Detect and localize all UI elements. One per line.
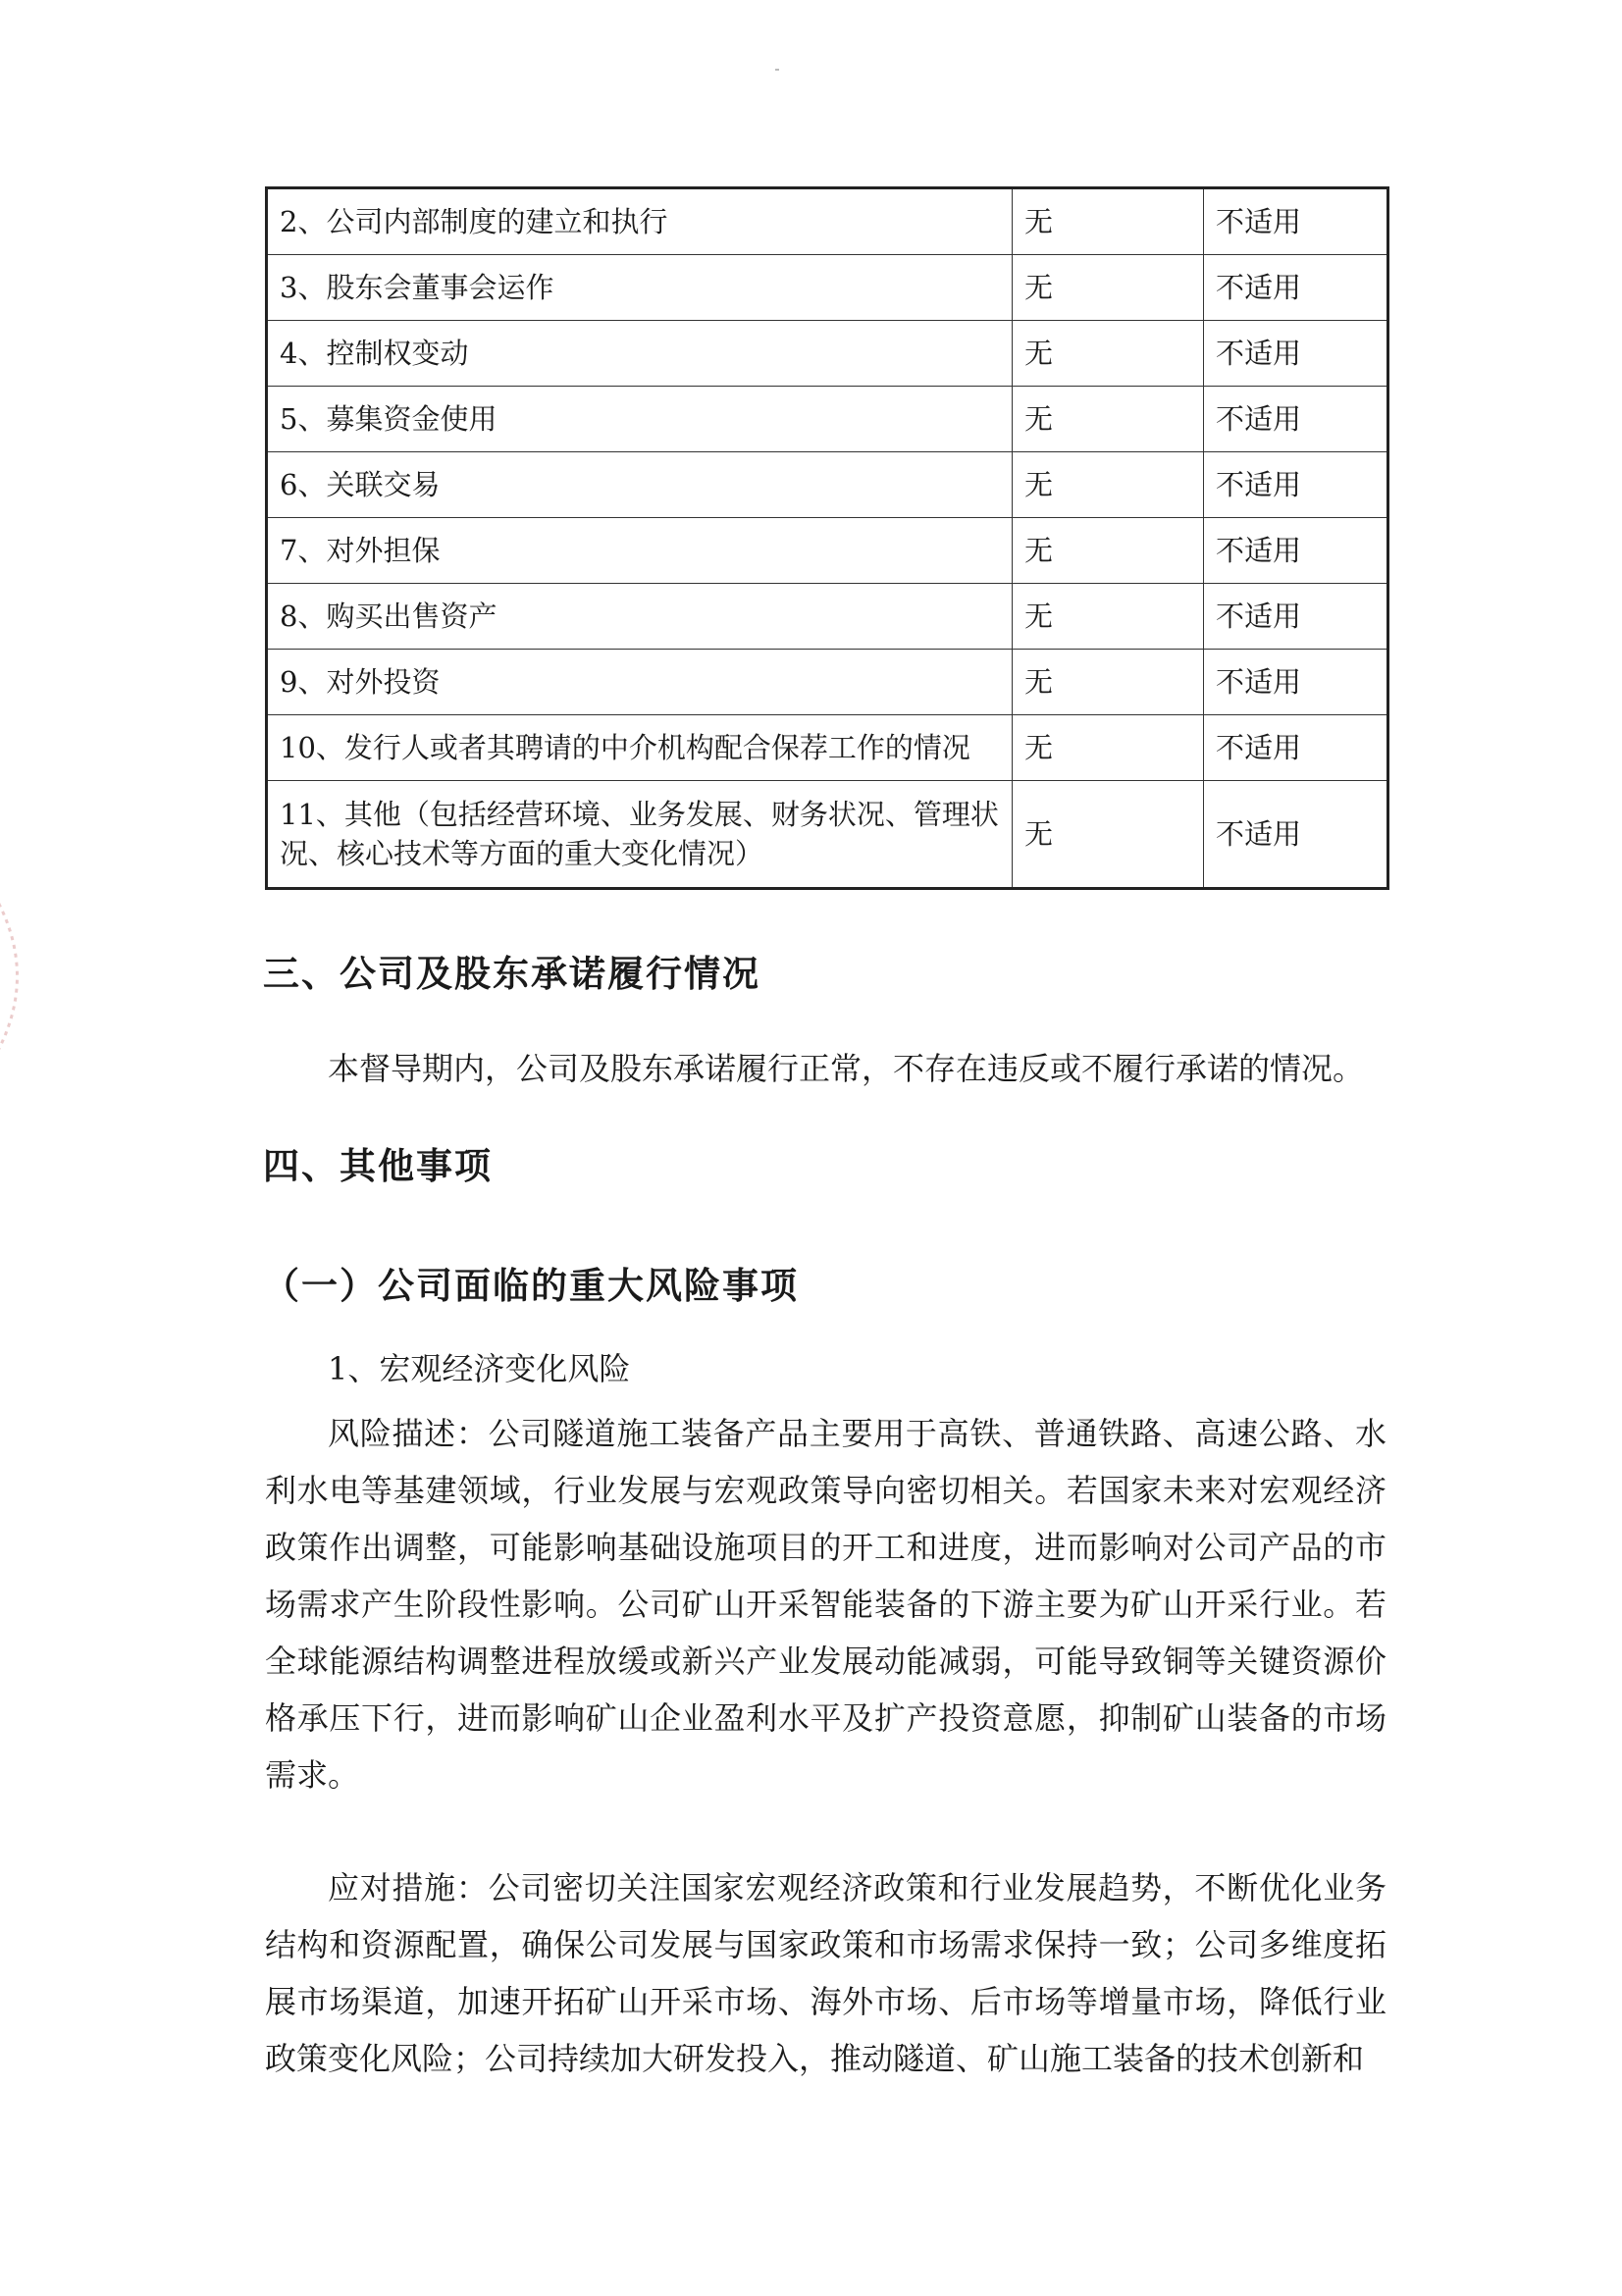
table-cell-issue: 无 <box>1013 188 1204 255</box>
table-cell-measure: 不适用 <box>1204 255 1388 321</box>
table-cell-measure: 不适用 <box>1204 321 1388 387</box>
table-row <box>267 321 1388 387</box>
table-cell-item: 7、对外担保 <box>267 518 1013 584</box>
table-cell-issue: 无 <box>1013 518 1204 584</box>
table-cell-issue: 无 <box>1013 650 1204 715</box>
table-cell-issue: 无 <box>1013 321 1204 387</box>
section-heading-commitments: 三、公司及股东承诺履行情况 <box>263 953 760 995</box>
table-cell-item: 5、募集资金使用 <box>267 387 1013 452</box>
table-row <box>267 452 1388 518</box>
table-cell-issue: 无 <box>1013 781 1204 889</box>
seal-stamp-fragment <box>0 863 69 1089</box>
table-cell-item: 9、对外投资 <box>267 650 1013 715</box>
section-heading-other-matters: 四、其他事项 <box>263 1145 493 1187</box>
table-cell-issue: 无 <box>1013 584 1204 650</box>
table-cell-measure: 不适用 <box>1204 387 1388 452</box>
table-cell-measure: 不适用 <box>1204 518 1388 584</box>
table-cell-issue: 无 <box>1013 387 1204 452</box>
risk-item-title: 1、宏观经济变化风险 <box>328 1350 631 1387</box>
scan-mark <box>775 69 779 71</box>
table-cell-measure: 不适用 <box>1204 584 1388 650</box>
table-cell-measure: 不适用 <box>1204 188 1388 255</box>
table-cell-measure: 不适用 <box>1204 452 1388 518</box>
table-row <box>267 781 1388 889</box>
table-cell-issue: 无 <box>1013 255 1204 321</box>
table-cell-item: 3、股东会董事会运作 <box>267 255 1013 321</box>
table-row <box>267 387 1388 452</box>
table-row <box>267 255 1388 321</box>
table-cell-measure: 不适用 <box>1204 781 1388 889</box>
risk-response-paragraph: 应对措施：公司密切关注国家宏观经济政策和行业发展趋势，不断优化业务结构和资源配置，确保公司发展与国家政策和市场需求保持一致；公司多维度拓展市场渠道，加速开拓矿山开采市场、海外市场、后市场等增量市场，降低行业政策变化风险；公司持续加大研发投入，推动隧道、矿山施工装备的技术创新和 <box>265 1869 1387 2077</box>
supervision-items-table <box>265 186 1389 890</box>
table-cell-item: 2、公司内部制度的建立和执行 <box>267 188 1013 255</box>
table-cell-issue: 无 <box>1013 715 1204 781</box>
table-cell-item: 8、购买出售资产 <box>267 584 1013 650</box>
table-cell-item: 6、关联交易 <box>267 452 1013 518</box>
table-row <box>267 518 1388 584</box>
table-cell-measure: 不适用 <box>1204 650 1388 715</box>
table-cell-item: 10、发行人或者其聘请的中介机构配合保荐工作的情况 <box>267 715 1013 781</box>
table-cell-issue: 无 <box>1013 452 1204 518</box>
commitments-paragraph: 本督导期内，公司及股东承诺履行正常，不存在违反或不履行承诺的情况。 <box>328 1050 1365 1087</box>
table-row <box>267 584 1388 650</box>
subsection-heading-major-risks: （一）公司面临的重大风险事项 <box>263 1265 799 1307</box>
table-row <box>267 188 1388 255</box>
table-row <box>267 715 1388 781</box>
table-cell-measure: 不适用 <box>1204 715 1388 781</box>
risk-description-paragraph: 风险描述：公司隧道施工装备产品主要用于高铁、普通铁路、高速公路、水利水电等基建领域，行业发展与宏观政策导向密切相关。若国家未来对宏观经济政策作出调整，可能影响基础设施项目的开工和进度，进而影响对公司产品的市场需求产生阶段性影响。公司矿山开采智能装备的下游主要为矿山开采行业。若全球能源结构调整进程放缓或新兴产业发展动能减弱，可能导致铜等关键资源价格承压下行，进而影响矿山企业盈利水平及扩产投资意愿，抑制矿山装备的市场需求。 <box>265 1415 1387 1794</box>
table-cell-item: 11、其他（包括经营环境、业务发展、财务状况、管理状况、核心技术等方面的重大变化情况） <box>267 781 1013 889</box>
table-cell-item: 4、控制权变动 <box>267 321 1013 387</box>
table-row <box>267 650 1388 715</box>
